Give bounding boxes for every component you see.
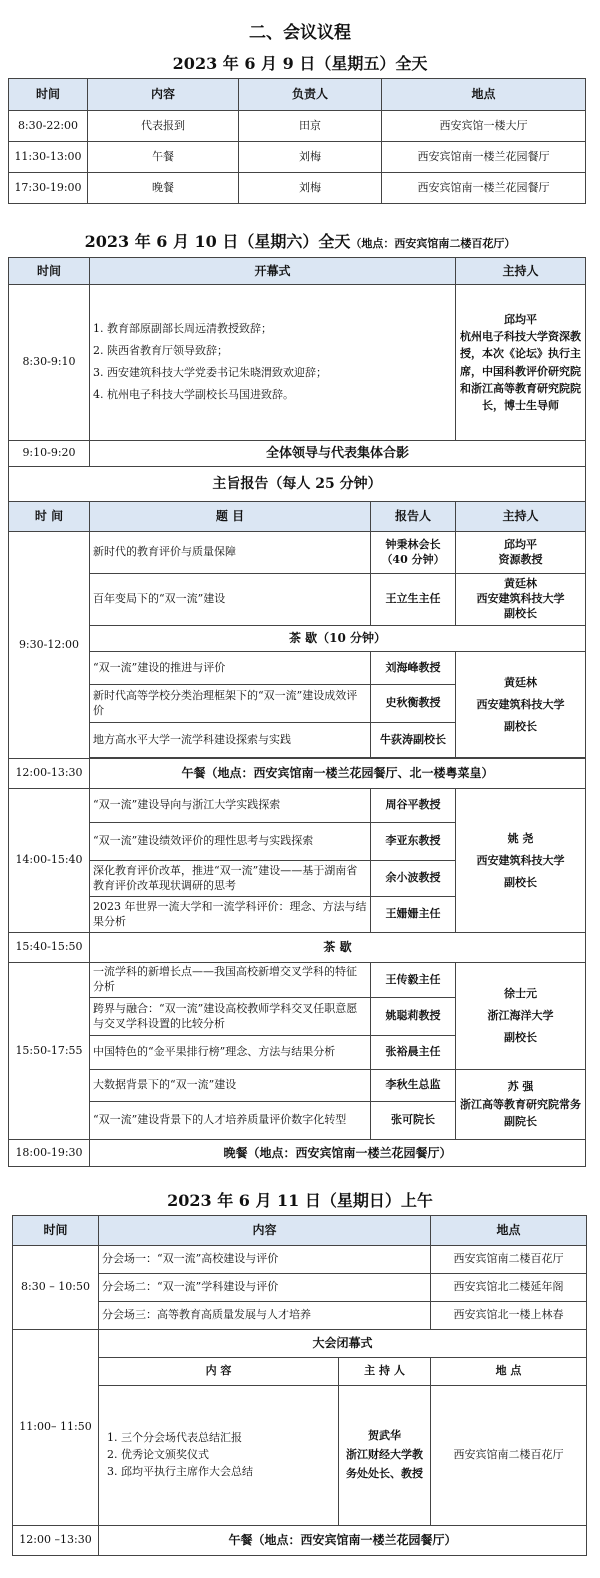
speaker: 王立生主任 [371, 574, 456, 626]
cell-location: 西安宾馆一楼大厅 [382, 111, 586, 142]
host-org: 西安建筑科技大学 [476, 592, 565, 606]
cell-person: 田京 [239, 111, 382, 142]
closing-header-host: 主 持 人 [339, 1358, 431, 1386]
speaker: 周谷平教授 [371, 789, 456, 823]
header-person: 负责人 [239, 79, 382, 111]
closing-title: 大会闭幕式 [99, 1330, 587, 1358]
header-time: 时间 [9, 258, 90, 285]
host-name: 黄廷林 [504, 577, 538, 591]
day1-table [8, 78, 586, 204]
closing-items [99, 1386, 339, 1526]
topic: 地方高水平大学一流学科建设探索与实践 [90, 723, 371, 758]
speaker: 刘海峰教授 [371, 652, 456, 685]
speaker-note: （40 分钟） [381, 552, 445, 566]
host-org: 浙江高等教育研究院常务副院长 [460, 1097, 582, 1129]
session: 分会场一：“双一流”高校建设与评价 [99, 1246, 431, 1274]
host [456, 532, 586, 574]
host [456, 574, 586, 626]
photo-label: 全体领导与代表集体合影 [90, 441, 586, 467]
topic: “双一流”建设的推进与评价 [90, 652, 371, 685]
host-title: 副校长 [504, 1031, 538, 1044]
tea2-label: 茶 歇 [90, 933, 586, 963]
section-title: 二、会议议程 [249, 23, 351, 43]
speaker: 李秋生总监 [371, 1070, 456, 1102]
cell-time: 11:30-13:00 [9, 142, 88, 173]
header-content: 内容 [99, 1216, 431, 1246]
lunch-label: 午餐（地点：西安宾馆南一楼兰花园餐厅） [99, 1526, 587, 1556]
speaker [371, 532, 456, 574]
host-title: 副校长 [504, 719, 538, 733]
photo-time: 9:10-9:20 [9, 441, 90, 467]
header-host: 主持人 [456, 258, 586, 285]
closing-item: 3. 邱均平执行主席作大会总结 [107, 1464, 253, 1478]
speaker: 张裕晨主任 [371, 1036, 456, 1070]
topic: 2023 年世界一流大学和一流学科评价：理念、方法与结果分析 [90, 897, 371, 933]
opening-item: 3. 西安建筑科技大学党委书记朱晓渭致欢迎辞； [93, 366, 327, 379]
cell-person: 刘梅 [239, 142, 382, 173]
topic: 大数据背景下的“双一流”建设 [90, 1070, 371, 1102]
host-name: 贺武华 [368, 1429, 401, 1443]
opening-items [90, 285, 456, 441]
speaker: 姚聪莉教授 [371, 998, 456, 1036]
host-title: 副校长 [504, 875, 538, 889]
cell-content: 晚餐 [88, 173, 239, 204]
closing-header-location: 地 点 [431, 1358, 587, 1386]
session-location: 西安宾馆北二楼延年阁 [431, 1274, 587, 1302]
host-org: 西安建筑科技大学 [476, 853, 565, 867]
host-name: 苏 强 [507, 1080, 534, 1094]
header-time: 时 间 [9, 502, 90, 532]
speaker-name: 钟秉林会长 [385, 537, 441, 551]
table-row [9, 173, 586, 204]
speaker: 李亚东教授 [371, 823, 456, 861]
cell-person: 刘梅 [239, 173, 382, 204]
keynote-title: 主旨报告（每人 25 分钟） [9, 467, 586, 502]
closing-host [339, 1386, 431, 1526]
afternoon2-time: 15:50-17:55 [9, 963, 90, 1140]
host-name: 黄廷林 [504, 675, 538, 689]
topic: 中国特色的“金平果排行榜”理念、方法与结果分析 [90, 1036, 371, 1070]
host-name: 姚 尧 [507, 831, 534, 845]
session: 分会场二：“双一流”学科建设与评价 [99, 1274, 431, 1302]
header-host: 主持人 [456, 502, 586, 532]
host [456, 963, 586, 1070]
header-time: 时间 [9, 79, 88, 111]
day2-title [0, 229, 600, 252]
header-time: 时间 [13, 1216, 99, 1246]
topic: “双一流”建设背景下的人才培养质量评价数字化转型 [90, 1102, 371, 1140]
header-topic: 题 目 [90, 502, 371, 532]
opening-item: 1. 教育部原副部长周远清教授致辞； [93, 322, 272, 336]
cell-time: 8:30-22:00 [9, 111, 88, 142]
topic: 一流学科的新增长点——我国高校新增交叉学科的特征分析 [90, 963, 371, 998]
speaker: 王姗姗主任 [371, 897, 456, 933]
header-location: 地点 [382, 79, 586, 111]
header-content: 内容 [88, 79, 239, 111]
closing-item: 1. 三个分会场代表总结汇报 [107, 1431, 242, 1445]
day2-date: 2023 年 6 月 10 日（星期六）全天 [84, 232, 351, 251]
topic: 跨界与融合：“双一流”建设高校教师学科交叉任职意愿与交叉学科设置的比较分析 [90, 998, 371, 1036]
opening-item: 4. 杭州电子科技大学副校长马国进致辞。 [93, 387, 294, 401]
dinner-label: 晚餐（地点：西安宾馆南一楼兰花园餐厅） [90, 1140, 586, 1167]
lunch-time: 12:00 –13:30 [13, 1526, 99, 1556]
day1-title: 2023 年 6 月 9 日（星期五）全天 [172, 54, 428, 73]
host-name: 徐士元 [504, 987, 538, 1000]
day2-table [8, 257, 586, 1167]
cell-time: 17:30-19:00 [9, 173, 88, 204]
day3-table [12, 1215, 587, 1556]
host-desc: 杭州电子科技大学资深教授，本次《论坛》执行主席，中国科教评价研究院和浙江高等教育研究院院长，博士生导师 [460, 330, 582, 412]
afternoon1-time: 14:00-15:40 [9, 789, 90, 933]
dinner-time: 18:00-19:30 [9, 1140, 90, 1167]
cell-location: 西安宾馆南一楼兰花园餐厅 [382, 142, 586, 173]
host-name: 邱均平 [504, 537, 538, 551]
sessions-time: 8:30 – 10:50 [13, 1246, 99, 1330]
session: 分会场三：高等教育高质量发展与人才培养 [99, 1302, 431, 1330]
closing-time: 11:00– 11:50 [13, 1330, 99, 1526]
speaker: 张可院长 [371, 1102, 456, 1140]
speaker: 牛荻涛副校长 [371, 723, 456, 758]
cell-location: 西安宾馆南一楼兰花园餐厅 [382, 173, 586, 204]
host [456, 652, 586, 758]
topic: 百年变局下的“双一流”建设 [90, 574, 371, 626]
cell-content: 午餐 [88, 142, 239, 173]
day2-location: （地点：西安宾馆南二楼百花厅） [350, 237, 516, 250]
table-row [9, 111, 586, 142]
header-speaker: 报告人 [371, 502, 456, 532]
lunch-label: 午餐（地点：西安宾馆南一楼兰花园餐厅、北一楼粤菜皇） [90, 759, 586, 789]
opening-host [456, 285, 586, 441]
closing-item: 2. 优秀论文颁奖仪式 [107, 1448, 209, 1462]
closing-header-content: 内 容 [99, 1358, 339, 1386]
lunch-time: 12:00-13:30 [9, 759, 90, 789]
speaker: 王传毅主任 [371, 963, 456, 998]
session-location: 西安宾馆北一楼上林春 [431, 1302, 587, 1330]
host-title: 资源教授 [498, 552, 543, 566]
host-title: 副校长 [504, 606, 538, 620]
opening-time: 8:30-9:10 [9, 285, 90, 441]
speaker: 史秋衡教授 [371, 685, 456, 723]
host [456, 789, 586, 933]
speaker: 余小波教授 [371, 861, 456, 897]
topic: “双一流”建设导向与浙江大学实践探索 [90, 789, 371, 823]
closing-location: 西安宾馆南二楼百花厅 [431, 1386, 587, 1526]
topic: 深化教育评价改革，推进“双一流”建设——基于湖南省教育评价改革现状调研的思考 [90, 861, 371, 897]
host [456, 1070, 586, 1140]
header-opening: 开幕式 [90, 258, 456, 285]
topic: “双一流”建设绩效评价的理性思考与实践探索 [90, 823, 371, 861]
morning-time: 9:30-12:00 [9, 532, 90, 759]
header-location: 地点 [431, 1216, 587, 1246]
topic: 新时代的教育评价与质量保障 [90, 532, 371, 574]
host-name: 邱均平 [504, 313, 538, 327]
tea-break: 茶 歇（10 分钟） [90, 626, 586, 652]
session-location: 西安宾馆南二楼百花厅 [431, 1246, 587, 1274]
table-row [9, 142, 586, 173]
host-org: 西安建筑科技大学 [476, 697, 565, 711]
host-desc: 浙江财经大学教务处处长、教授 [346, 1448, 423, 1480]
day3-title: 2023 年 6 月 11 日（星期日）上午 [167, 1191, 433, 1210]
cell-content: 代表报到 [88, 111, 239, 142]
opening-item: 2. 陕西省教育厅领导致辞； [93, 344, 228, 358]
topic: 新时代高等学校分类治理框架下的“双一流”建设成效评价 [90, 685, 371, 723]
tea2-time: 15:40-15:50 [9, 933, 90, 963]
host-org: 浙江海洋大学 [487, 1009, 554, 1022]
